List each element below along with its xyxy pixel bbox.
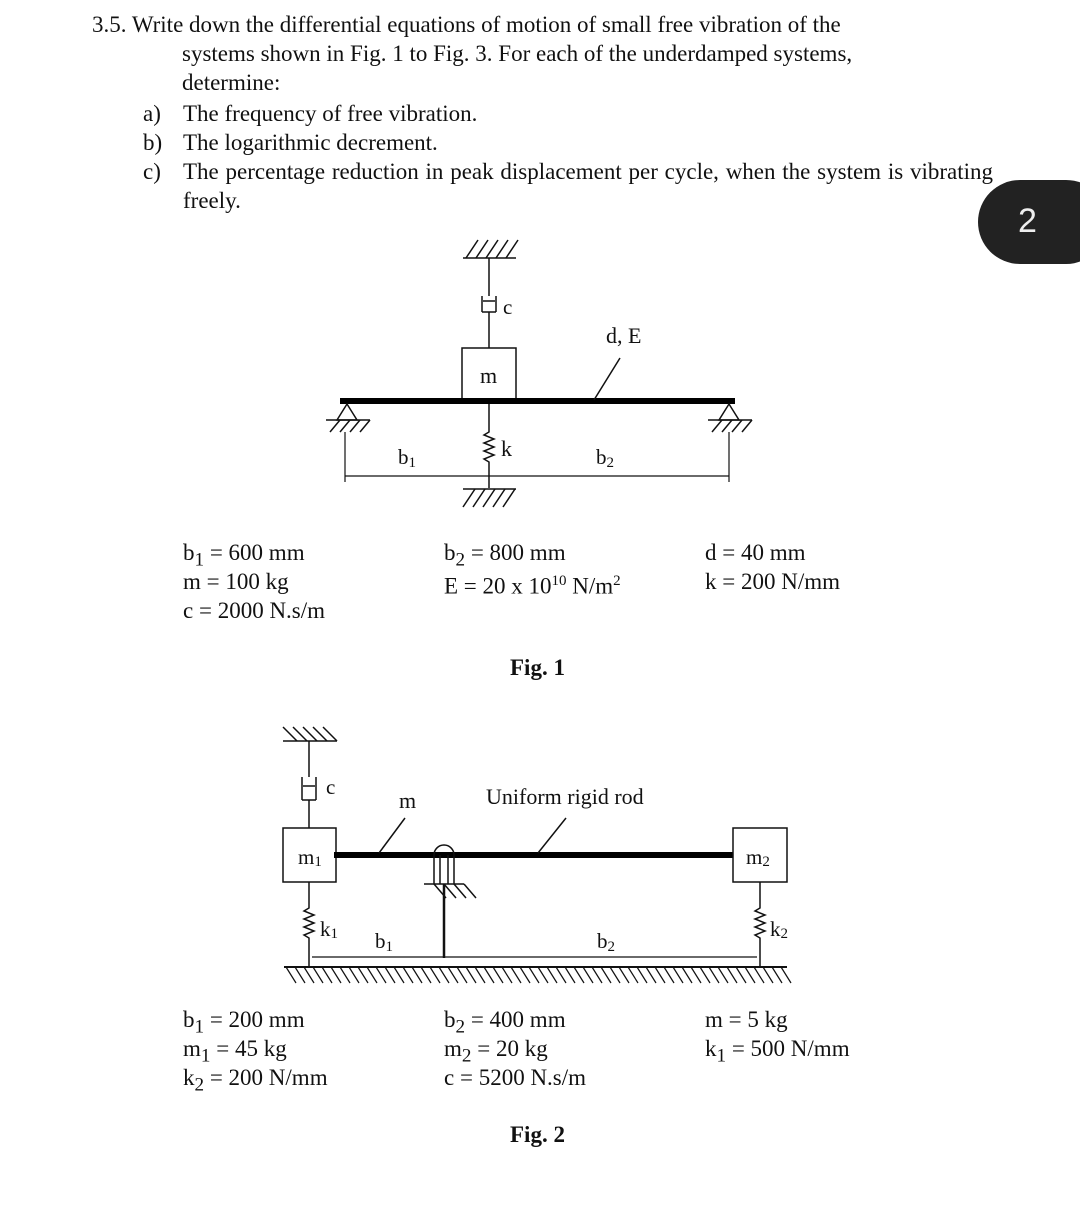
hatch-line (574, 967, 584, 983)
question-item-c (143, 157, 993, 215)
fig2-mass-1-label: m1 (298, 845, 322, 870)
hatch-line (403, 967, 413, 983)
fig1-param-b1: $b_1 = 600$ mm (183, 540, 305, 571)
fig1-caption: Fig. 1 (510, 655, 565, 680)
fig2-param-k2: $k_2 = 200$ N/mm (183, 1065, 328, 1096)
problem-statement (92, 10, 992, 97)
fig2-ceiling (283, 727, 337, 741)
hatch-line (529, 967, 539, 983)
fig1-right-support (708, 404, 752, 432)
hatch-line (772, 967, 782, 983)
hatch-line (655, 967, 665, 983)
fig2-param-c: c = 5200 N.s/m (444, 1065, 587, 1090)
fig1-diagram (0, 230, 1080, 520)
hatch-line (781, 967, 791, 983)
hatch-line (295, 967, 305, 983)
fig2-param-k1: $k_1 = 500$ N/mm (705, 1036, 850, 1067)
fig2-mass-2-label: m2 (746, 845, 770, 870)
problem-line-2: systems shown in Fig. 1 to Fig. 3. For each of the underdamped systems, (182, 41, 853, 66)
hatch-line (439, 967, 449, 983)
problem-number: 3.5. (92, 12, 127, 37)
hatch-line (502, 967, 512, 983)
hatch-line (322, 967, 332, 983)
fig1-beam-label: d, E (606, 323, 642, 348)
fig2-rod-mass-label: m (399, 788, 417, 813)
problem-line-1 (92, 10, 992, 39)
fig2-rod-label: Uniform rigid rod (486, 784, 644, 809)
hatch-line (628, 967, 638, 983)
question-label: b) (143, 130, 163, 155)
hatch-line (538, 967, 548, 983)
fig2-rod-leader (538, 818, 566, 853)
hatch-line (331, 967, 341, 983)
hatch-line (448, 967, 458, 983)
fig1-mass-label: m (480, 363, 498, 388)
hatch-line (466, 967, 476, 983)
fig2-param-m2: $m_2 = 20$ kg (444, 1036, 548, 1067)
fig2-spring-2-label: k2 (770, 917, 788, 942)
fig1-b2-label: b2 (596, 445, 614, 471)
fig1-param-b2: $b_2 = 800$ mm (444, 540, 566, 571)
fig2-damper-label: c (326, 775, 336, 799)
hatch-line (358, 967, 368, 983)
fig2-param-m: m = 5 kg (705, 1007, 788, 1032)
fig2-caption: Fig. 2 (510, 1122, 565, 1147)
fig2-damper (302, 741, 316, 828)
fig2-param-b1: $b_1 = 200$ mm (183, 1007, 305, 1038)
hatch-line (700, 967, 710, 983)
hatch-line (763, 967, 773, 983)
hatch-line (475, 967, 485, 983)
fig2-b2-label: b2 (597, 929, 615, 955)
fig1-param-d: d = 40 mm (705, 540, 806, 565)
question-item-b (143, 128, 993, 157)
hatch-line (691, 967, 701, 983)
fig2-pivot (424, 845, 476, 958)
fig1-param-e: E = 20 x $10^{10}$ $N/m^2$ (444, 573, 621, 599)
hatch-line (484, 967, 494, 983)
fig1-damper (482, 258, 496, 348)
question-item-a (143, 99, 993, 128)
question-list (143, 99, 993, 215)
hatch-line (754, 967, 764, 983)
hatch-line (304, 967, 314, 983)
hatch-line (340, 967, 350, 983)
hatch-line (556, 967, 566, 983)
question-label: a) (143, 101, 161, 126)
hatch-line (430, 967, 440, 983)
hatch-line (583, 967, 593, 983)
page-number: 2 (1018, 202, 1037, 240)
fig2-spring-1 (304, 882, 314, 966)
fig2-mass-leader (379, 818, 405, 853)
fig2-diagram (0, 715, 1080, 995)
fig1-damper-label: c (503, 295, 513, 319)
fig2-ground-hatch (286, 967, 791, 983)
question-label: c) (143, 159, 161, 184)
hatch-line (646, 967, 656, 983)
hatch-line (637, 967, 647, 983)
fig1-param-m: m = 100 kg (183, 569, 289, 594)
fig1-beam-leader (594, 358, 620, 400)
fig2-param-m1: $m_1 = 45$ kg (183, 1036, 287, 1067)
hatch-line (619, 967, 629, 983)
fig1-param-c: c = 2000 N.s/m (183, 598, 326, 623)
hatch-line (286, 967, 296, 983)
fig2-b1-label: b1 (375, 929, 393, 955)
hatch-line (313, 967, 323, 983)
problem-text-1: Write down the differential equations of motion of small free vibration of the (131, 12, 841, 37)
hatch-line (349, 967, 359, 983)
hatch-line (394, 967, 404, 983)
hatch-line (601, 967, 611, 983)
fig2-spring-1-label: k1 (320, 917, 338, 942)
fig1-left-support (326, 404, 370, 432)
hatch-line (421, 967, 431, 983)
question-text: The logarithmic decrement. (183, 130, 438, 155)
hatch-line (610, 967, 620, 983)
hatch-line (565, 967, 575, 983)
fig1-param-k: k = 200 N/mm (705, 569, 841, 594)
question-text: The frequency of free vibration. (183, 101, 478, 126)
hatch-line (736, 967, 746, 983)
fig1-ground (463, 489, 516, 507)
hatch-line (511, 967, 521, 983)
hatch-line (664, 967, 674, 983)
hatch-line (673, 967, 683, 983)
hatch-line (727, 967, 737, 983)
hatch-line (745, 967, 755, 983)
hatch-line (376, 967, 386, 983)
hatch-line (682, 967, 692, 983)
hatch-line (520, 967, 530, 983)
hatch-line (385, 967, 395, 983)
hatch-line (412, 967, 422, 983)
problem-line-3: determine: (182, 70, 281, 95)
fig2-param-b2: $b_2 = 400$ mm (444, 1007, 566, 1038)
hatch-line (457, 967, 467, 983)
hatch-line (718, 967, 728, 983)
hatch-line (493, 967, 503, 983)
hatch-line (547, 967, 557, 983)
hatch-line (367, 967, 377, 983)
fig1-spring-label: k (501, 436, 512, 461)
hatch-line (709, 967, 719, 983)
hatch-line (592, 967, 602, 983)
fig1-b1-label: b1 (398, 445, 416, 471)
fig1-ceiling (463, 240, 518, 258)
fig2-spring-2 (755, 882, 765, 966)
question-text: The percentage reduction in peak displacement per cycle, when the system is vibrating freely. (183, 159, 993, 213)
